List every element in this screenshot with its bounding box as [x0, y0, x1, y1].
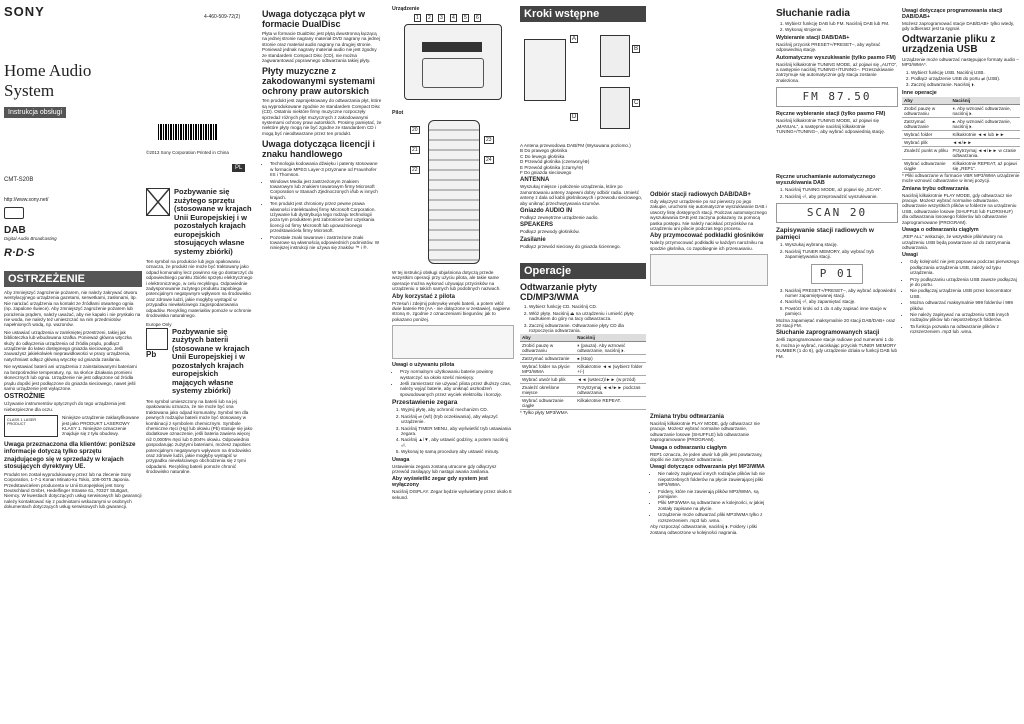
battery-instructions: Przesuń i zdejmij pokrywkę wnęki baterii, a potem włóż dwie baterie R6 (AA - nie dołączone w zestawie), najpierw stroną ⊖, zgodnie z oznaczeniami biegunów, jak to pokazano poniżej. — [392, 300, 510, 322]
list-item: 4. Naciśnij ▲/▼, aby ustawić godziny, a potem naciśnij ⏎. — [401, 437, 514, 448]
list-item: 3. Naciśnij PRESET+/PRESET–, aby wybrać odpowiedni numer zapamiętywanej stacji. — [785, 288, 898, 299]
list-item: 2. Naciśnij ⏎, aby przeprowadzić wyszukiwanie. — [785, 194, 898, 199]
caution-text: Używanie instrumentów optycznych do tego urządzenia jest niebezpieczne dla oczu. — [4, 401, 126, 412]
table-row: Wybrać utwór lub plik ◄◄ (wstecz)/►► (w przód) — [520, 376, 646, 384]
table-header: Aby — [520, 334, 575, 342]
list-item: 1. Wyjmij płytę, aby ochronić mechanizm CD. — [401, 407, 514, 412]
list-item: 2. Wykonaj strojenie. — [785, 27, 898, 32]
usb-column — [902, 6, 1020, 336]
document-code: 4-460-509-72(2) — [204, 14, 241, 20]
table-row: Wybrać folder Kilkakrotnie ◄◄ lub ►► — [902, 130, 1020, 138]
power-text: Podłącz przewód sieciowy do gniazda ściennego. — [520, 243, 621, 249]
usb-mode-text: Naciśnij kilkakrotnie PLAY MODE, gdy odtwarzacz nie pracuje. Możesz wybrać normalne odtwarzanie, odtwarzanie wszystkich plików w folderze na urządzeniu USB, odtwarzanie losowe (SHUFFLE lub FLDRSHUF) dla odtwarzania losowego folderów lub odtwarzanie zaprogramowane (PROGRAM). — [902, 192, 1017, 225]
usb-text: Urządzenie może odtwarzać następujące formaty audio – MP3/WMA*. — [902, 56, 1019, 68]
callout: 24 — [486, 157, 492, 163]
callout: 2 — [428, 15, 431, 21]
table-row: Wybrać odtwarzanie ciągłe Kilkakrotnie REPEAT, aż pojawi się „REP1”. — [902, 159, 1020, 172]
dab-label: Digital Audio Broadcasting — [4, 236, 57, 241]
document-subtitle: Instrukcja obsługi — [4, 107, 66, 118]
power-heading: Zasilanie — [520, 236, 546, 243]
table-row: Zatrzymać odtwarzanie ⏹. Aby wznowić odtwarzanie, naciśnij ⏵. — [902, 117, 1020, 130]
table-note: * Tylko płyty MP3/WMA — [520, 410, 568, 416]
list-item: 2. Włóż płytę. Naciśnij ⏏ na urządzeniu i umieść płytę nadrukiem do góry na tacy odtwarzacza. — [529, 311, 646, 322]
dab-select-heading: Wybieranie stacji DAB/DAB+ — [776, 34, 850, 41]
list-item: • Gdy kolejność nie jest poprawna podczas pierwszego podłączania urządzenia USB, zależy od typu urządzenia. — [910, 259, 1020, 275]
speaker-pads-text: Należy przymocować podkładki w każdym narożniku na spodzie głośnika, co zapobiegnie ich przesuwaniu. — [650, 240, 764, 251]
license-heading: Uwaga dotycząca licencji i znaku handlowego — [262, 139, 376, 160]
website-url: http://www.sony.net/ — [4, 197, 49, 203]
callout: 1 — [416, 15, 419, 21]
legend-item: F Do gniazda sieciowego — [520, 170, 572, 176]
list-item: • Można odtwarzać maksymalnie 999 folderów i 999 plików. — [910, 300, 1020, 311]
list-item: 1. Wyszukaj wybraną stację. — [785, 242, 898, 247]
table-header: Naciśnij — [575, 334, 646, 342]
listen-preset-heading: Słuchanie zaprogramowanych stacji — [776, 330, 880, 337]
scan-heading: Ręczne uruchamianie automatycznego wyszukiwania DAB — [776, 174, 876, 187]
list-item: 2. Naciśnij ⏯ (w/t) (tryb oczekiwania), aby włączyć urządzenie. — [401, 414, 514, 425]
device-column — [392, 6, 514, 500]
dab-logo: DAB — [4, 225, 26, 236]
diagram-label: A — [572, 36, 577, 42]
list-item: 1. Naciśnij TUNING MODE, aż pojawi się „SCAN”. — [785, 187, 898, 192]
legend-item: D Przewód głośnika (czerwony/⊕) — [520, 159, 590, 165]
speaker-icon — [600, 35, 630, 77]
table-header: Aby — [902, 97, 950, 105]
callout: 5 — [464, 15, 467, 21]
mode-heading: Zmiana trybu odtwarzania — [650, 414, 725, 420]
crossed-bin-icon — [146, 188, 170, 216]
list-item: 4. Naciśnij ⏎, aby zapamiętać stację. — [785, 299, 898, 304]
list-item: 1. Wybierz funkcję CD. Naciśnij CD. — [529, 304, 646, 309]
battery-heading: Pozbywanie się zużytych baterii (stosowane w krajach Unii Europejskiej i w pozostałych krajach europejskich mających własne systemy zbiórki) — [172, 326, 250, 396]
operations-heading: Operacje — [520, 263, 646, 279]
repeat-note-text: REP1 oznacza, że jeden utwór lub plik jest powtarzany, dopóki nie zatrzymasz odtwarzania. — [650, 451, 763, 463]
list-item: 5. Powtórz kroki od 1 do 4 aby zapisać inne stacje w pamięci. — [785, 306, 898, 317]
laser-text: Niniejsze urządzenie zaklasyfikowane jest jako PRODUKT LASEROWY KLASY 1. Niniejsze oznaczenie znajduje się z tyłu obudowy. — [62, 415, 140, 437]
document-title: Home Audio System — [4, 61, 92, 100]
list-item: 3. Naciśnij TIMER MENU, aby wyświetlić tryb ustawiania zegara. — [401, 426, 514, 437]
remote-label: Pilot — [392, 110, 404, 116]
list-item: 1. Wybierz funkcję DAB lub FM. Naciśnij DAB lub FM. — [785, 21, 898, 26]
preset-note: Można zapamiętać maksymalnie 20 stacji DAB/DAB+ oraz 20 stacji FM. — [776, 317, 896, 328]
list-item: • Pliki MP3/WMA są odtwarzane w kolejności, w jakiej zostały zapisane na płycie. — [658, 500, 768, 511]
radio-heading: Słuchanie radia — [776, 8, 850, 19]
language-badge: PL — [232, 164, 245, 172]
legend-item: A Antena przewodowa DAB/FM (Wysuwana poziomo.) — [520, 143, 631, 148]
repeat-note-heading: Uwaga o odtwarzaniu ciągłym — [650, 444, 727, 451]
radio-column — [776, 6, 898, 359]
display-scan: SCAN 20 — [776, 203, 898, 223]
weee-heading: Pozbywanie się zużytego sprzętu (stosowane w krajach Unii Europejskiej i w pozostałych krajach europejskich stosujących własne systemy zbiórki) — [174, 187, 252, 256]
callout: 6 — [476, 15, 479, 21]
model-number: CMT-S20B — [4, 177, 34, 183]
warning-heading: OSTRZEŻENIE — [4, 271, 142, 287]
lead-symbol: Pb — [146, 349, 157, 359]
disposal-column — [146, 188, 254, 475]
battery-heading: Aby korzystać z pilota — [392, 293, 456, 300]
rear-panel — [524, 39, 566, 101]
clock-note-heading: Uwaga — [392, 456, 410, 463]
audio-in-heading: Gniazdo AUDIO IN — [520, 208, 573, 215]
brand-logo: SONY — [4, 4, 45, 19]
usb-operations-table — [902, 97, 1020, 173]
list-item: • Nie podłączaj urządzenia USB przez koncentrator USB. — [910, 288, 1020, 299]
manual-tune-heading: Ręczne wybieranie stacji (tylko pasmo FM) — [776, 111, 886, 118]
dab-reception-heading: Odbiór stacji radiowych DAB/DAB+ — [650, 192, 751, 198]
battery-diagram — [392, 325, 514, 359]
antenna-text: Wyszukaj miejsce i położenie urządzenia, które po zamontowaniu anteny zapewni dobry odbiór radia. Umieść antenę z dala od kabli głośnikowych i przewodu sieciowego, aby uniknąć przechwytywania szumów. — [520, 184, 643, 206]
list-item: • Technologia kodowania dźwięku i patenty stosowane w formacie MPEG Layer-3 przyznane od Fraunhofer IIS i Thomson. — [270, 161, 382, 177]
battery-text: Nie wystawiać baterii ani urządzenia z zainstalowanymi bateriami na bezpośrednie temperatury, np. na słońce działania promieni słonecznych lub ognia. Urządzenie nie jest odłączone od źródła prądu dopóki jest podłączone do gniazda sieciowego, nawet jeśli samo urządzenie jest wyłączone. — [4, 364, 137, 391]
auto-tune-text: Naciśnij kilkakrotnie TUNING MODE, aż pojawi się „AUTO”, a następnie naciśnij TUNING+/TUNING–. Przeszukiwanie zatrzymuje się automatycznie gdy stacja zostanie znaleziona. — [776, 61, 898, 83]
playback-notes-column — [650, 412, 768, 535]
license-list — [262, 161, 382, 251]
dualdisc-text: Płyta w formacie DualDisc jest płytą dwustronną łączącą na jednej stronie nagrany materiał DVD nagrany na jednej stronie oraz materiał audio nagrany na drugiej stronie. Ponieważ jednak nagrany materiał audio nie jest zgodny ze standardem Compact Disc (CD), nie można zagwarantować poprawnego odtwarzania takiej płyty. — [262, 31, 380, 64]
notes-column — [262, 6, 382, 252]
mp3-text: Aby rozpocząć odtwarzanie, naciśnij ⏵. Foldery i pliki zostaną odtworzone w kolejności nagrania. — [650, 524, 757, 535]
diagram-label: D — [572, 114, 577, 120]
display-heading: Aby wyświetlić zegar gdy system jest wyłączony — [392, 476, 488, 489]
list-item: • Ta funkcja pozwala na odtwarzanie plików z rozszerzeniem .mp3 lub .wma. — [910, 324, 1020, 335]
speaker-icon — [600, 87, 630, 129]
table-header: Naciśnij — [950, 97, 1020, 105]
auto-tune-heading: Automatyczne wyszukiwanie (tylko pasmo FM) — [776, 54, 896, 61]
getting-started-heading: Kroki wstępne — [520, 6, 646, 22]
display-preset: P 01 — [811, 264, 863, 284]
eu-heading: Uwaga przeznaczona dla klientów: poniższe informacje dotyczą tylko sprzętu znajdującego się w sprzedaży w krajach stosujących dyrektywy UE. — [4, 440, 136, 471]
dab-programming-text: Możesz zaprogramować stacje DAB/DAB+ tylko wtedy, gdy odbierasz jest ta sygnał. — [902, 21, 1015, 32]
cd-heading: Odtwarzanie płyty CD/MP3/WMA — [520, 282, 598, 303]
unit-display — [422, 42, 482, 52]
list-item: 1. Wybierz funkcję USB. Naciśnij USB. — [911, 70, 1020, 75]
preset-heading: Zapisywanie stacji radiowych w pamięci — [776, 227, 874, 242]
table-row: Zrobić pauzę w odtwarzaniu ⏸ (pauza). Aby wznowić odtwarzanie, naciśnij ⏵. — [520, 342, 646, 355]
table-row: Wybrać odtwarzanie ciągłe Kilkakrotnie REPEAT. — [520, 397, 646, 410]
usb-heading: Odtwarzanie pliku z urządzenia USB — [902, 33, 996, 55]
cd-operations-table — [520, 334, 646, 410]
europe-only-label: Europe Only — [146, 322, 172, 328]
list-item: • Nie należy zapisywać na urządzeniu USB innych rodzajów plików lub niepotrzebnych folderów. — [910, 312, 1020, 323]
table-row: Wybrać folder na płycie MP3/WMA Kilkakrotnie ◄◄ (wybierz folder +/-) — [520, 363, 646, 376]
legend-item: B Do prawego głośnika — [520, 148, 568, 154]
callout: 21 — [412, 147, 418, 153]
dab-reception-text: Gdy włączysz urządzenie po raz pierwszy po jego zakupie, uruchomi się automatyczne wyszukiwanie DAB i utworzy listę dostępnych stacji. Podczas automatycznego wyszukiwania DAB jest zaczyna pokazany za pomocą paska postępu. Nie należy naciskać przycisków na urządzeniu ani pilocie podczas tego procesu. — [650, 199, 767, 232]
callout: 3 — [440, 15, 443, 21]
diagram-label: C — [634, 100, 639, 106]
remote-notes-heading: Uwagi o używaniu pilota — [392, 362, 455, 369]
display-fm: FM 87.50 — [776, 87, 898, 107]
usb-repeat-text: „REP ALL” wskazuje, że wszystkie pliki/utwory na urządzeniu USB będą powtarzane aż do zatrzymania odtwarzania. — [902, 234, 1011, 250]
unit-disc-tray — [422, 58, 484, 88]
remote-body — [428, 120, 480, 264]
listen-preset-text: Jeśli zaprogramowane stacje radiowe pod numerami 1 do 6, można je wybrać, naciskając przycisk TUNER MEMORY NUMBER (1 do 6), gdy urządzenie działa w funkcji DAB lub FM. — [776, 337, 898, 359]
list-item: 3. Zacznij odtwarzanie. Naciśnij ⏵. — [911, 82, 1020, 87]
unit-diagram — [392, 14, 514, 102]
list-item: 2. Podłącz urządzenie USB do portu ⇌ (USB). — [911, 76, 1020, 81]
list-item: 2. Naciśnij TUNER MEMORY, aby wybrać tryb zapamiętywania stacji. — [785, 249, 898, 260]
legend-item: E Przewód głośnika (czarny/⊖) — [520, 164, 584, 170]
callout: 23 — [486, 137, 492, 143]
table-row: Znaleźć punkt w pliku Przytrzymaj ◄◄/►► w czasie odtwarzania. — [902, 146, 1020, 159]
list-item: • Ten produkt jest chroniony przez pewne prawa własności intelektualnej firmy Microsoft Corporation. Używanie lub dystrybucja tego rodzaju technologii poza tym produktem jest zabronione bez uzyskania licencji od firmy Microsoft lub upoważnionego przedstawiciela firmy Microsoft. — [270, 201, 382, 233]
intro-note: W tej instrukcji obsługi objaśniona dotyczą przede wszystkim operacji przy użyciu pilota, ale takie same operacje można wykonać używając przycisków na urządzeniu o takich samych lub podobnych nazwach. — [392, 270, 501, 292]
copyright: ©2013 Sony Corporation Printed in China — [146, 150, 229, 155]
start-column — [520, 6, 646, 416]
connection-diagram — [520, 25, 646, 143]
mode-text: Naciśnij kilkakrotnie PLAY MODE, gdy odtwarzacz nie pracuje. Możesz wybrać normalne odtwarzanie, odtwarzanie losowe (SHUFFLE) lub odtwarzanie zaprogramowane (PROGRAM). — [650, 421, 760, 443]
dab-reception-column — [650, 190, 768, 286]
caution-heading: OSTROŻNIE — [4, 393, 45, 401]
callout: 20 — [412, 127, 418, 133]
callout: 22 — [412, 167, 418, 173]
weee-text: Ten symbol na produkcie lub jego opakowaniu oznacza, że produkt nie może być traktowany jako odpad komunalny lecz powinno się go dostarczyć do odpowiedniego punktu zbiórki sprzętu elektrycznego i elektronicznego, w celu recyklingu. Odpowiednie zadysponowanie zużytego produktu zapobiega potencjalnym negatywnym wpływom na środowisko oraz zdrowie ludzi, jakie mogłyby wystąpić w przypadku niewłaściwego zagospodarowania odpadów. Recykling materiałów pomoże w ochronie środowiska naturalnego. — [146, 259, 254, 319]
list-item: • Przy normalnym użytkowaniu baterie powinny wystarczyć na około sześć miesięcy. — [400, 369, 514, 380]
eu-text: Produkt ten został wyprodukowany przez lub na zlecenie Sony Corporation, 1-7-1 Konan Minato-ku Tokio, 108-0075 Japonia. Przedstawicielem producenta w Unii Europejskiej jest Sony Deutschland GmbH, Hedelfinger Strasse 61, 70327 Stuttgart, Niemcy. W kwestiach dotyczących usług serwisowych lub gwarancji należy kontaktować się z podmiotami wskazanymi w osobnych dokumentach dotyczących usług serwisowych lub gwarancji. — [4, 471, 142, 510]
audio-in-text: Podłącz zewnętrzne urządzenie audio. — [520, 215, 599, 221]
list-item: • Pozostałe znaki towarowe i zastrzeżone znaki towarowe są własnością odpowiednich podmiotów. W niniejszej instrukcji nie używa się znaków ™ i ®. — [270, 235, 382, 251]
dualdisc-heading: Uwaga dotycząca płyt w formacie DualDisc — [262, 9, 366, 29]
speaker-pads-diagram — [650, 254, 768, 286]
dab-select-text: Naciśnij przycisk PRESET+/PRESET–, aby wybrać odpowiednią stację. — [776, 41, 881, 53]
barcode — [158, 124, 218, 140]
disc-logo — [4, 207, 24, 219]
list-item: • Urządzenie może odtwarzać pliki MP3/WMA tylko z rozszerzeniem .mp3 lub .wma. — [658, 512, 768, 523]
speaker-pads-heading: Aby przymocować podkładki głośników — [650, 233, 764, 240]
table-row: Wybrać plik ◄◄/►► — [902, 138, 1020, 146]
antenna-heading: ANTENNA — [520, 177, 550, 184]
display-text: Naciśnij DISPLAY. Zegar będzie wyświetlany przez około 8 sekund. — [392, 489, 512, 500]
usb-mode-heading: Zmiana trybu odtwarzania — [902, 185, 969, 192]
list-item: • Jeśli zamierzasz nie używać pilota przez dłuższy czas, należy wyjąć baterie, aby uniknąć uszkodzeń spowodowanych przez wyciek elektrolitu i korozję. — [400, 381, 514, 397]
list-item: 5. Wykonaj tę samą procedurę aby ustawić minuty. — [401, 449, 514, 454]
list-item: • Windows Media jest zastrzeżonym znakiem towarowym lub znakiem towarowym firmy Microsoft Corporation w Stanach Zjednoczonych i/lub w innych krajach. — [270, 179, 382, 201]
rds-logo: R·D·S — [4, 247, 35, 259]
list-item: 3. Zacznij odtwarzanie. Odtwarzanie płyty CD dla rozpoczęcia odtwarzania. — [529, 323, 646, 334]
list-item: • Foldery, które nie zawierają plików MP3/WMA, są pomijane. — [658, 489, 768, 500]
battery-disposal-text: Ten symbol umieszczony na baterii lub na jej opakowaniu oznacza, że nie może być ona traktowana jako odpad komunalny. Symbol ten dla pewnych rodzajów baterii może być stosowany w kombinacji z symbolem chemicznym. Symbole chemiczne rtęci (Hg) lub ołowiu (Pb) stosuje się jako dodatkowe oznaczenie, jeśli bateria zawiera więcej niż 0,0005% rtęci lub 0,004% ołowiu. Odpowiednio gospodarując zużytymi bateriami, możesz zapobiec potencjalnym negatywnym wpływom na środowisko oraz zdrowie ludzi, jakie mogłyby wystąpić w przypadku niewłaściwego obchodzenia się z tymi odpadami. Recykling baterii pomoże chronić środowisko naturalne. — [146, 398, 253, 475]
list-item: • Przy podłączaniu urządzenia USB zawsze podłączaj je do portu. — [910, 277, 1020, 288]
mp3-notes-heading: Uwagi dotyczące odtwarzania płyt MP3/WMA — [650, 464, 765, 471]
unit-label: Urządzenie — [392, 6, 420, 12]
warning-text: Aby zmniejszyć zagrożenie pożarem, nie należy zakrywać otworu wentylacyjnego urządzenia gazetami, serwetkami, zasłonami, itp. Nie narażać urządzenia na kontakt ze źródłami otwartego ognia (np. zapalone świece). Aby zmniejszyć zagrożenie pożarem lub porażenia prądem, należy uważać, aby nie kapało i nie pryskało na nie woda, nie należy też umieszczać na nim przedmiotów napełnionych wodą, np. wazonów. — [4, 290, 141, 328]
clock-heading: Przestawienie zegara — [392, 399, 458, 407]
copyright-text: Ten produkt jest zaprojektowany do odtwarzania płyt, które są wyprodukowane zgodnie ze standardem Compact Disc (CD). Ostatnio niektóre firmy muzyczne rozpoczęły sprzedaż różnych płyt muzycznych z zakodowanymi systemami ochrony praw autorskich. Prosimy pamiętać, że niektóre płyty mogą nie być zgodne ze standardem CD i mogą być nieodtwarzane przez ten produkt. — [262, 98, 382, 136]
usb-repeat-heading: Uwaga o odtwarzaniu ciągłym — [902, 227, 979, 234]
copyright-heading: Płyty muzyczne z zakodowanymi systemami ochrony praw autorskich — [262, 66, 376, 97]
dab-programming-heading: Uwagi dotyczące programowania stacji DAB/DAB+ — [902, 8, 1003, 20]
other-ops-heading: Inne operacje — [902, 89, 937, 96]
callout: 4 — [452, 15, 455, 21]
laser-label: CLASS 1 LASER PRODUCT — [4, 415, 58, 437]
usb-table-note: * Pliki odtwarzane w formacie VBR MP3/WMA urządzenie może wznowić odtwarzanie w innej pozycji. — [902, 172, 1020, 184]
speakers-heading: SPEAKERS — [520, 222, 554, 229]
usb-notes-heading: Uwagi — [902, 252, 918, 259]
remote-diagram — [392, 116, 514, 266]
table-row: Zatrzymać odtwarzanie ⏹ (stop) — [520, 355, 646, 363]
legend-item: C Do lewego głośnika — [520, 153, 565, 159]
table-row: Znaleźć określone miejsce Przytrzymaj ◄◄/►► podczas odtwarzania. — [520, 384, 646, 397]
diagram-label: B — [634, 46, 639, 52]
warning-text-2: Nie ustawiać urządzenia w zamkniętej przestrzeni, takiej jak biblioteczka lub wbudowana szafka. Ponieważ główna wtyczka służy do odłączenia urządzenia od źródła prądu, podłącz urządzenie do łatwo dostępnego gniazda sieciowego. Jeśli zauważysz jakiekolwiek nieprawidłowości w pracy urządzenia, natychmiast odłącz główną wtyczkę od gniazda zasilania. — [4, 329, 132, 362]
speakers-text: Podłącz przewody głośników. — [520, 229, 580, 235]
list-item: • Nie należy zapisywać innych rodzajów plików lub nie niepotrzebnych folderów na płycie zawierającej pliki MP3/WMA. — [658, 471, 768, 487]
manual-tune-text: Naciśnij kilkakrotnie TUNING MODE, aż pojawi się „MANUAL”, a następnie naciśnij kilkakrotnie TUNING+/TUNING–, aby wybrać odpowiednią stację. — [776, 118, 886, 135]
battery-bin-icon — [146, 328, 168, 396]
clock-note: Ustawienia zegara zostaną utracone gdy odłączysz przewód zasilający lub nastąpi awaria zasilania. — [392, 463, 497, 474]
table-row: Zrobić pauzę w odtwarzaniu ⏸. Aby wznowić odtwarzanie, naciśnij ⏵. — [902, 104, 1020, 117]
